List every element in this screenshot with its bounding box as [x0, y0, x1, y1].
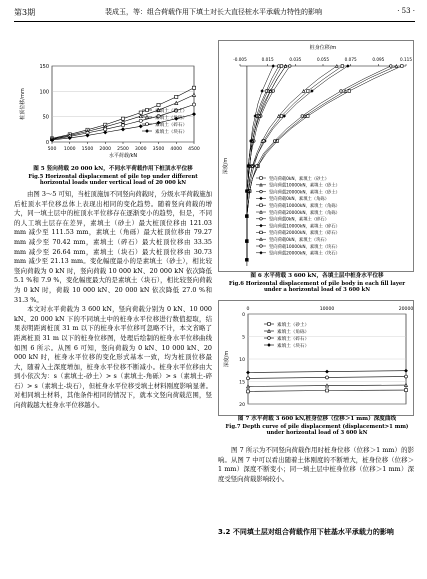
fig6-caption-en: Fig.6 Horizontal displacement of pile body in each fill layer under a horizontal load of 3 600 kN: [228, 281, 406, 294]
legend-label: 素填土（砂土）: [277, 322, 310, 328]
figure-7: [218, 300, 414, 416]
legend-label: 竖向荷载20000kN，素填土（块石）: [269, 251, 340, 257]
y-axis-label: 深度/m: [223, 157, 229, 175]
x-tick-label: 1000: [63, 147, 76, 152]
figure-6: [218, 40, 414, 272]
legend-label: 素填土（角砾）: [277, 329, 310, 335]
paragraph: 图 7 所示为不同竖向荷载作用时桩身位移（位移＞1 mm）的影响。从图 7 中可以看出随着土体刚度的不断增大，桩身位移（位移＞1 mm）深度不断变小；同一填土层中桩身位移（位移＞1 mm）深度受竖向荷载影响较小。: [218, 446, 414, 483]
data-point: [139, 111, 142, 114]
data-point: [260, 184, 263, 187]
data-point: [395, 65, 398, 68]
data-point: [405, 389, 408, 392]
page-number: · 53 ·: [397, 7, 415, 15]
x-tick-label: 10000: [319, 307, 335, 312]
data-point: [247, 390, 250, 393]
data-point: [139, 125, 142, 128]
data-point: [401, 65, 404, 68]
running-title: 裴成玉，等：组合荷载作用下填土对长大直径桩水平承载力特性的影响: [105, 8, 322, 16]
x-tick-label: -0.005: [233, 57, 247, 62]
data-point: [340, 90, 343, 93]
legend-label: 素填土（角砾）: [155, 116, 188, 121]
data-point: [326, 384, 329, 387]
y-tick-label: 50: [42, 114, 49, 121]
data-point: [139, 119, 142, 122]
data-point: [405, 375, 408, 378]
x-tick-label: 3500: [152, 147, 165, 152]
header-rule: [14, 21, 415, 22]
legend-label: 素填土（砂土）: [155, 109, 188, 114]
data-point: [255, 165, 258, 168]
data-point: [192, 113, 195, 116]
data-point: [247, 385, 250, 388]
legend-label: 素填土（块石）: [155, 130, 188, 135]
y-tick-label: 15: [239, 380, 245, 386]
data-point: [260, 252, 263, 255]
y-tick-label: 0: [242, 313, 245, 318]
y-tick-label: 20: [239, 403, 245, 408]
data-point: [344, 90, 347, 93]
x-tick-label: 3000: [134, 147, 147, 152]
data-point: [260, 224, 263, 227]
legend-label: 竖向荷载10000kN，素填土（碎石）: [269, 224, 340, 230]
data-point: [260, 218, 263, 221]
data-point: [121, 120, 124, 123]
data-point: [289, 65, 292, 68]
data-point: [104, 131, 107, 134]
data-point: [272, 90, 275, 93]
legend-label: 竖向荷载20000kN，素填土（角砾）: [269, 210, 340, 216]
data-point: [192, 86, 195, 89]
legend-label: 竖向荷载10000kN，素填土（砂土）: [269, 183, 340, 189]
legend-label: 竖向荷载20000kN，素填土（碎石）: [269, 231, 340, 237]
data-point: [268, 330, 271, 333]
fig5-chart: [14, 58, 210, 166]
body-text-left: [14, 190, 212, 411]
data-point: [260, 190, 263, 193]
data-point: [247, 371, 250, 374]
legend-label: 素填土（碎石）: [155, 123, 188, 128]
x-tick-label: 0.075: [344, 57, 357, 62]
data-point: [157, 103, 160, 106]
page-header: [0, 0, 427, 24]
data-point: [280, 115, 283, 118]
data-point: [389, 65, 392, 68]
data-point: [175, 95, 178, 98]
y-tick-label: 100: [39, 89, 49, 96]
data-point: [260, 231, 263, 234]
figure-5: [14, 58, 210, 166]
x-tick-label: 0.095: [372, 57, 385, 62]
data-point: [146, 116, 149, 119]
x-tick-label: 0.115: [400, 57, 412, 62]
data-point: [347, 65, 350, 68]
legend-label: 竖向荷载0kN，素填土（碎石）: [269, 217, 329, 223]
data-point: [260, 197, 263, 200]
x-tick-label: 4500: [188, 147, 200, 152]
data-point: [192, 103, 195, 106]
x-tick-label: 0.015: [261, 57, 274, 62]
data-point: [139, 115, 142, 118]
data-point: [175, 101, 178, 104]
data-point: [336, 65, 339, 68]
data-point: [146, 109, 149, 112]
data-point: [121, 128, 124, 131]
data-point: [272, 65, 275, 68]
figure-frame: [219, 41, 414, 272]
legend-label: 素填土（块石）: [277, 343, 310, 349]
x-tick-label: 500: [47, 147, 57, 152]
legend-label: 竖向荷载20000kN，素填土（砂土）: [269, 190, 340, 196]
data-point: [341, 65, 344, 68]
y-axis-label: 深度/m: [224, 350, 230, 368]
data-point: [269, 90, 272, 93]
legend-label: 素填土（碎石）: [277, 336, 310, 342]
y-tick-label: 150: [39, 64, 49, 70]
data-point: [268, 337, 271, 340]
data-point: [306, 90, 309, 93]
paragraph: 本文对水平荷载为 3 600 kN，竖向荷载分别为 0 kN、10 000 kN、20 000 kN 下的不同填土中的桩身水平位移进行数值提取，结果表明距离桩顶 31 m 以下的桩身水平位移可忽略不计，本文省略了距离桩顶 31 m 以下的桩身位移图，处理后绘制的桩身水平位移曲线如图 6 所示。从图 6 可知，竖向荷载为 0 kN、10 000 kN、20 000 kN 时，桩身水平位移的变化形式基本一致，均为桩顶位移最大，随着入土深度增加，桩身水平位移不断减小。桩身水平位移由大到小依次为：s（素填土-砂土）> s（素填土-角砾）> s（素填土-碎石）> s（素填土-块石），但桩身水平位移受填土材料刚度影响显著。对相同填土材料，其他条件相同的情况下，就本文竖向荷载范围，竖向荷载越大桩身水平位移越小。: [14, 305, 212, 410]
data-point: [301, 115, 304, 118]
fig5-caption-en: Fig.5 Horizontal displacement of pile top under different horizontal loads under vertical load of 20 000 kN: [28, 174, 198, 187]
body-text-right: [218, 446, 414, 484]
data-point: [326, 389, 329, 392]
data-point: [192, 93, 195, 96]
fig6-chart: [218, 40, 414, 272]
issue-number: 第3期: [14, 8, 36, 17]
y-axis-label: 桩顶位移/mm: [20, 88, 26, 120]
legend-label: 竖向荷载10000kN，素填土（块石）: [269, 244, 340, 250]
fig6-caption-cn: 图 6 水平荷载 3 600 kN，各填土层中桩身水平位移: [250, 273, 384, 279]
data-point: [121, 124, 124, 127]
data-point: [326, 370, 329, 373]
paragraph: 由图 3～5 可知，当桩顶施加不同竖向荷载时，分级水平荷载施加后桩顶水平位移总体上表现出相同的变化趋势。随着竖向荷载的增大，同一填土层中的桩顶水平位移存在逐渐变小的趋势，但是，不同的人工填土层存在差异，素填土（砂土）最大桩顶位移由 121.03 mm 减少至 111.53 mm，素填土（角砾）最大桩顶位移由 79.27 mm 减少至 70.42 mm，素填土（碎石）最大桩顶位移由 33.35 mm 减少至 26.64 mm，素填土（块石）最大桩顶位移由 30.73 mm 减少至 21.13 mm。变化幅度最小的是素填土（砂土），相比较竖向荷载为 0 kN 时，竖向荷载 10 000 kN、20 000 kN 依次降低 5.1 %和 7.9 %，变化幅度最大的是素填土（块石），相比较竖向荷载为 0 kN 时，荷载 10 000 kN、20 000 kN 依次降低 27.0 %和 31.3 %。: [14, 190, 212, 304]
section-heading: 3.2 不同填土层对组合荷载作用下桩基水平承载力的影响: [218, 528, 394, 536]
fig5-caption-cn: 图 5 竖向荷载 20 000 kN，不同水平荷载作用下桩顶水平位移: [33, 166, 193, 172]
data-point: [260, 211, 263, 214]
legend-label: 竖向荷载0kN，素填土（砂土）: [269, 176, 329, 182]
data-point: [260, 204, 263, 207]
data-point: [146, 123, 149, 126]
legend-label: 竖向荷载10000kN，素填土（角砾）: [269, 204, 340, 209]
x-axis-label: 水平荷载/kN: [108, 153, 138, 159]
legend-label: 竖向荷载0kN，素填土（块石）: [269, 238, 329, 243]
data-point: [260, 177, 263, 180]
data-point: [348, 90, 351, 93]
x-tick-label: 4000: [170, 147, 183, 152]
data-point: [265, 90, 268, 93]
y-tick-label: 5: [242, 335, 245, 341]
data-point: [405, 369, 408, 372]
data-point: [273, 140, 276, 143]
x-tick-label: 20000: [398, 307, 414, 312]
data-point: [260, 238, 263, 241]
x-tick-label: 1500: [81, 147, 94, 152]
x-tick-label: 0: [246, 307, 250, 312]
data-point: [261, 90, 264, 93]
x-tick-label: 0.035: [289, 57, 302, 62]
y-tick-label: 10: [239, 358, 245, 363]
x-tick-label: 2500: [117, 147, 129, 152]
fig7-chart: [218, 300, 414, 416]
fig7-caption-cn: 图 7 水平荷载 3 600 kN,桩身位移（位移＞1 mm）深度曲线: [237, 416, 397, 422]
data-point: [260, 245, 263, 248]
legend-label: 竖向荷载0kN，素填土（角砾）: [269, 197, 329, 203]
x-tick-label: 0.055: [317, 57, 329, 62]
data-point: [268, 344, 271, 347]
data-point: [146, 130, 149, 133]
y-tick-label: 0: [45, 140, 49, 146]
fig7-caption-en: Fig.7 Depth curve of pile displacement (displacement>1 mm) under horizontal load of 3 600 kN: [225, 424, 409, 437]
x-axis-label: 桩身位移/m: [309, 45, 337, 51]
data-point: [304, 115, 307, 118]
data-point: [277, 65, 280, 68]
data-point: [280, 65, 283, 68]
data-point: [326, 376, 329, 379]
x-tick-label: 2000: [99, 147, 112, 152]
data-point: [405, 384, 408, 387]
data-point: [284, 65, 287, 68]
data-point: [247, 377, 250, 380]
data-point: [268, 323, 271, 326]
